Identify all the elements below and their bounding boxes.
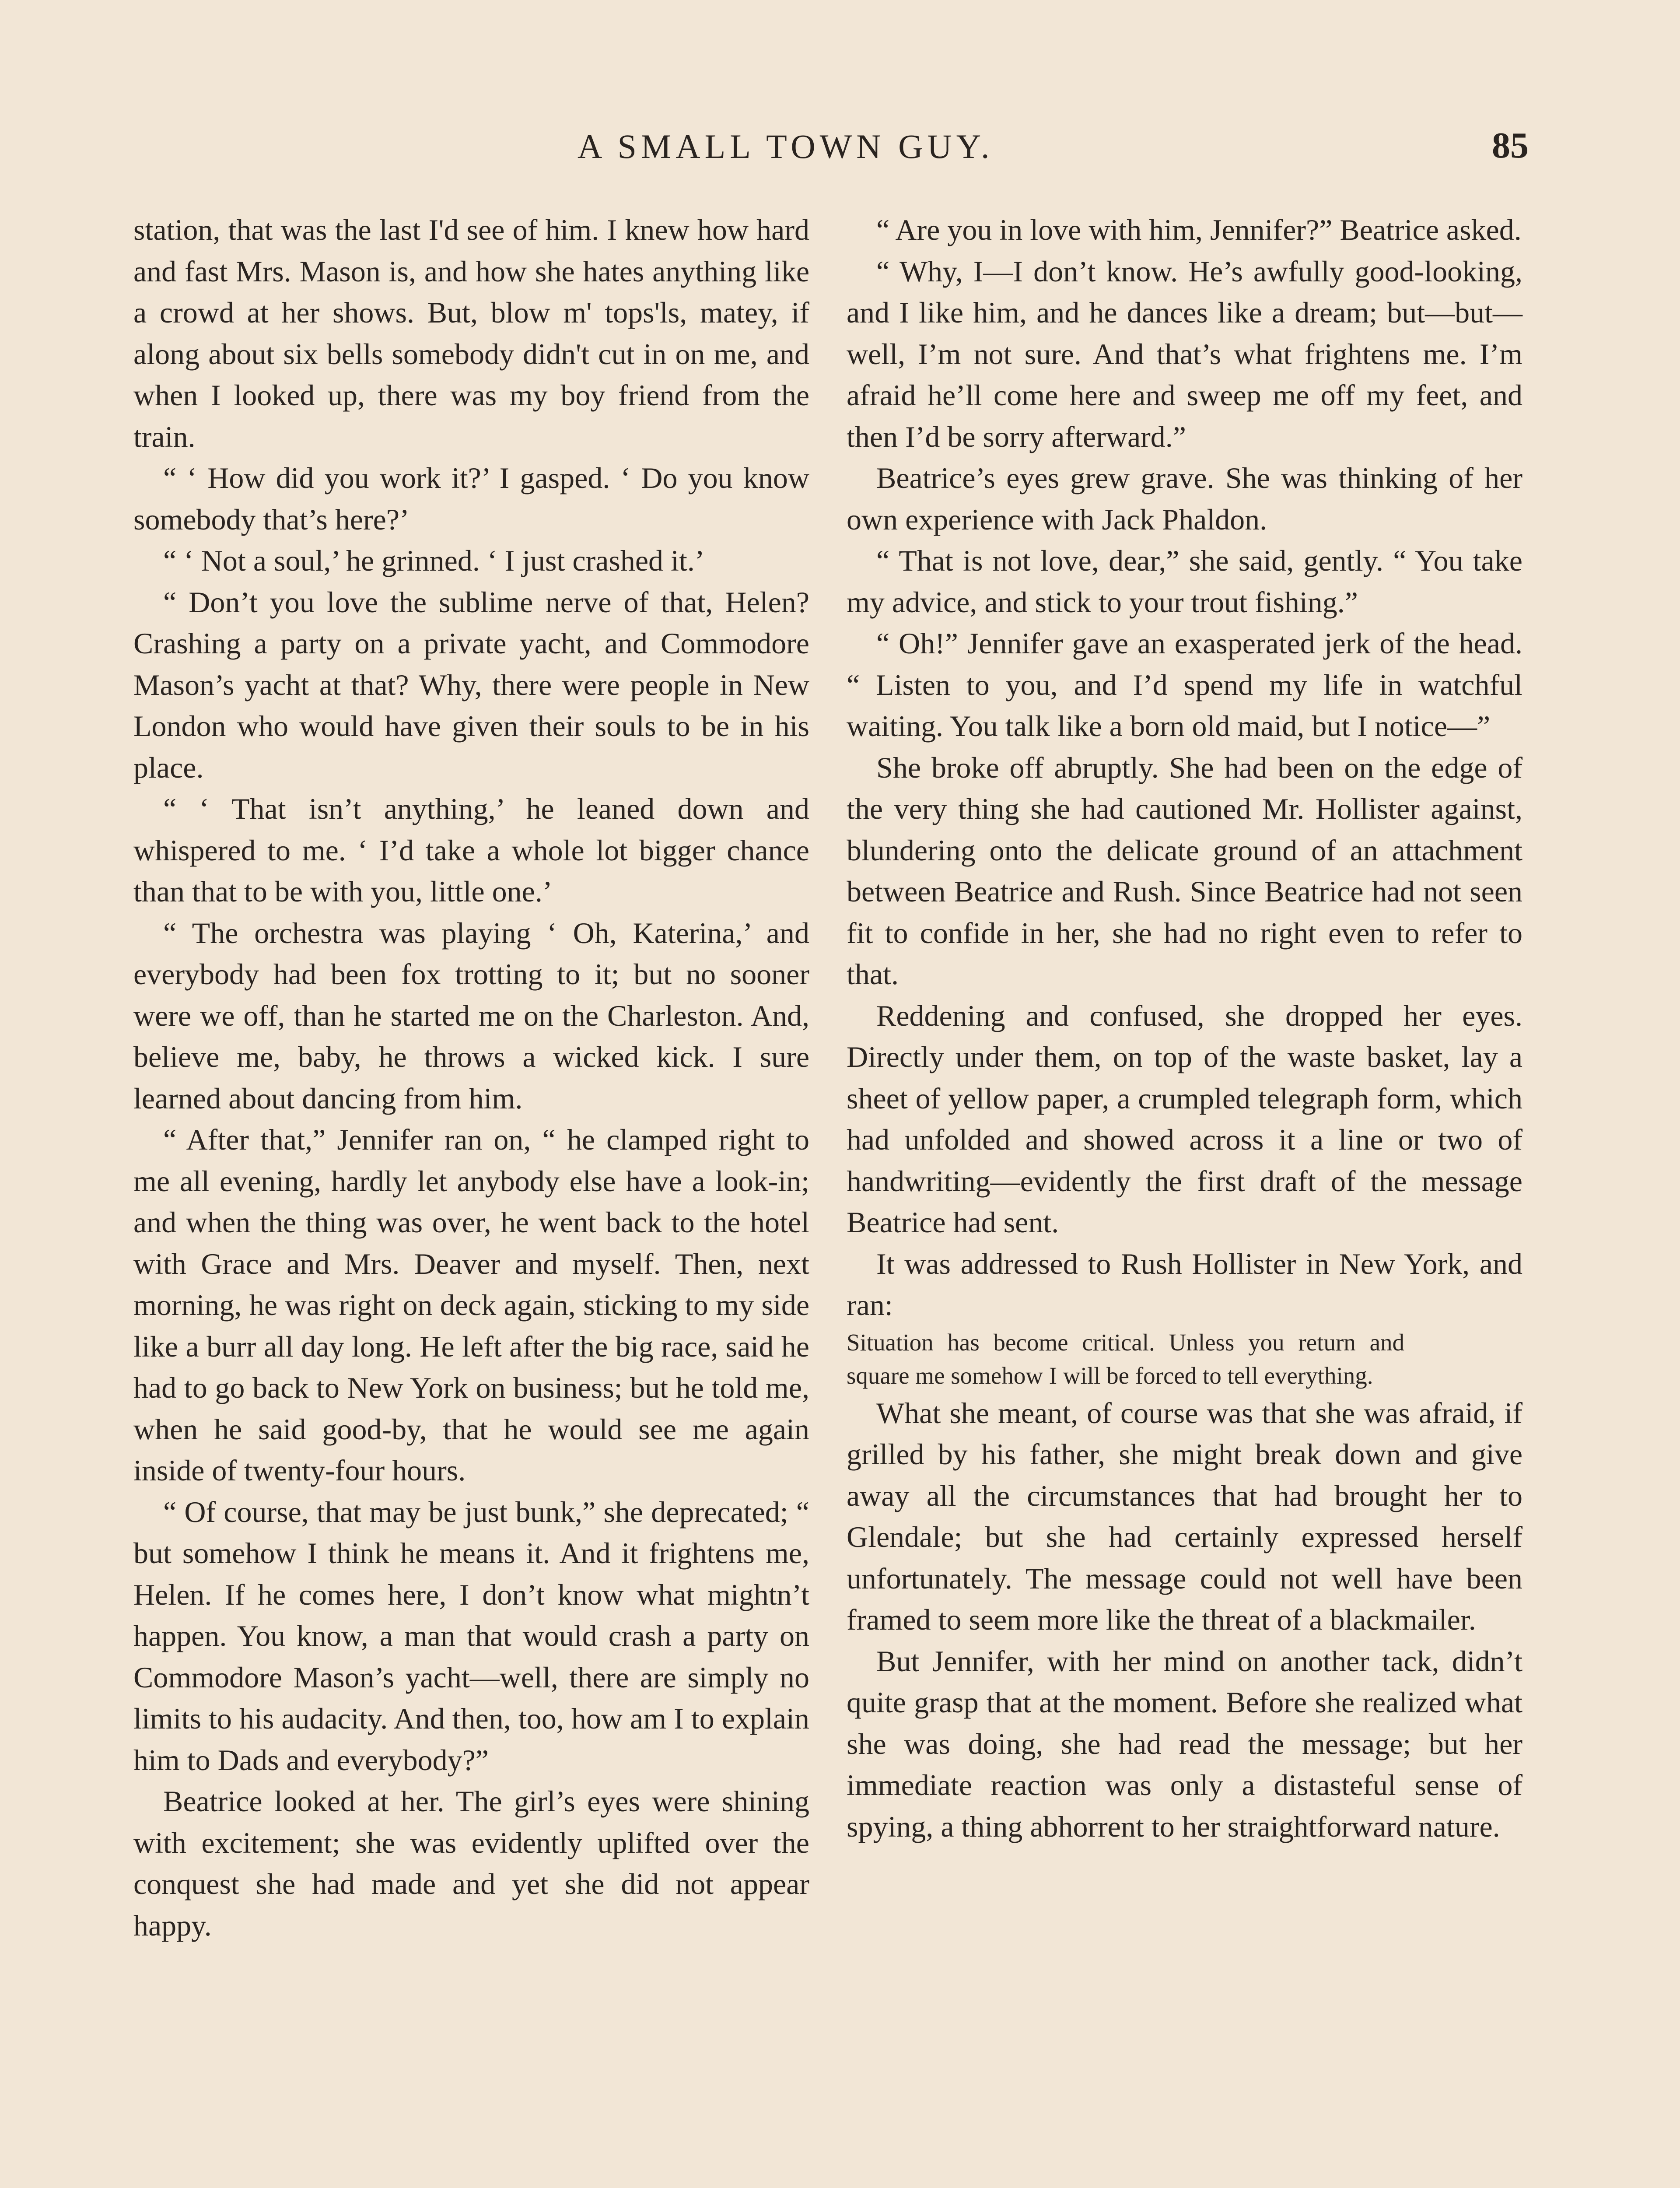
paragraph: Beatrice’s eyes grew grave. She was thinking of her own experience with Jack Phaldon.: [847, 461, 1522, 536]
paragraph: “ Oh!” Jennifer gave an exasperated jerk of the head. “ Listen to you, and I’d spend my life in watchful waiting. You talk like a born old maid, but I notice—”: [847, 627, 1522, 743]
paragraph: What she meant, of course was that she was afraid, if grilled by his father, she might break down and give away all the circumstances that had brought her to Glendale; but she had certainly expressed herself unfortunately. The message could not well have been framed to seem more like the threat of a blackmailer.: [847, 1396, 1522, 1636]
paragraph: Beatrice looked at her. The girl’s eyes were shining with excitement; she was evidently uplifted over the conquest she had made and yet she did not appear happy.: [133, 1785, 809, 1942]
paragraph: “ ‘ Not a soul,’ he grinned. ‘ I just crashed it.’: [163, 544, 705, 577]
paragraph: “ Of course, that may be just bunk,” she deprecated; “ but somehow I think he means it. And it frightens me, Helen. If he comes here, I don’t know what mightn’t happen. You know, a man that would crash a party on Commodore Mason’s yacht—well, there are simply no limits to his audacity. And then, too, how am I to explain him to Dads and everybody?”: [133, 1495, 809, 1777]
page-number: 85: [1492, 125, 1529, 166]
paragraph: “ After that,” Jennifer ran on, “ he clamped right to me all evening, hardly let anybody else have a look-in; and when the thing was over, he went back to the hotel with Grace and Mrs. Deaver and myself. Then, next morning, he was right on deck again, sticking to my side like a burr all day long. He left after the big race, said he had to go back to New York on business; but he told me, when he said good-by, that he would see me again inside of twenty-four hours.: [133, 1123, 809, 1487]
paragraph: station, that was the last I'd see of him. I knew how hard and fast Mrs. Mason is, and how she hates anything like a crowd at her shows. But, blow m' tops'ls, matey, if along about six bells somebody didn't cut in on me, and when I looked up, there was my boy friend from the train.: [133, 213, 809, 453]
paragraph: Reddening and confused, she dropped her eyes. Directly under them, on top of the waste basket, lay a sheet of yellow paper, a crumpled telegraph form, which had unfolded and showed across it a line or two of handwriting—evidently the first draft of the message Beatrice had sent.: [847, 999, 1522, 1239]
running-title: A SMALL TOWN GUY.: [578, 127, 994, 165]
paragraph: “ That is not love, dear,” she said, gently. “ You take my advice, and stick to your trout fishing.”: [847, 544, 1522, 619]
paragraph: She broke off abruptly. She had been on the edge of the very thing she had cautioned Mr. Hollister against, blundering onto the delicate ground of an attachment between Beatrice and Rush. Since Beatrice had not seen fit to confide in her, she had no right even to refer to that.: [847, 750, 1522, 991]
paragraph: “ Don’t you love the sublime nerve of that, Helen? Crashing a party on a private yacht, and Commodore Mason’s yacht at that? Why, there were people in New London who would have given their souls to be in his place.: [133, 585, 809, 784]
paragraph: “ The orchestra was playing ‘ Oh, Katerina,’ and everybody had been fox trotting to it; but no sooner were we off, than he started me on the Charleston. And, believe me, baby, he throws a wicked kick. I sure learned about dancing from him.: [133, 916, 809, 1115]
paragraph: “ Why, I—I don’t know. He’s awfully good-looking, and I like him, and he dances like a dream; but—but—well, I’m not sure. And that’s what frightens me. I’m afraid he’ll come here and sweep me off my feet, and then I’d be sorry afterward.”: [847, 254, 1522, 453]
left-column: [133, 209, 809, 1946]
paragraph: “ Are you in love with him, Jennifer?” Beatrice asked.: [876, 213, 1522, 246]
right-column: [847, 209, 1522, 1847]
page-header: [0, 127, 1680, 179]
telegram-message: Situation has become critical. Unless you return and square me somehow I will be forced to tell everything.: [847, 1329, 1404, 1389]
paragraph: But Jennifer, with her mind on another tack, didn’t quite grasp that at the moment. Before she realized what she was doing, she had read the message; but her immediate reaction was only a distasteful sense of spying, a thing abhorrent to her straightforward nature.: [847, 1644, 1522, 1843]
paragraph: It was addressed to Rush Hollister in New York, and ran:: [847, 1247, 1522, 1322]
paragraph: “ ‘ How did you work it?’ I gasped. ‘ Do you know somebody that’s here?’: [133, 461, 809, 536]
paragraph: “ ‘ That isn’t anything,’ he leaned down and whispered to me. ‘ I’d take a whole lot bigger chance than that to be with you, little one.’: [133, 792, 809, 908]
